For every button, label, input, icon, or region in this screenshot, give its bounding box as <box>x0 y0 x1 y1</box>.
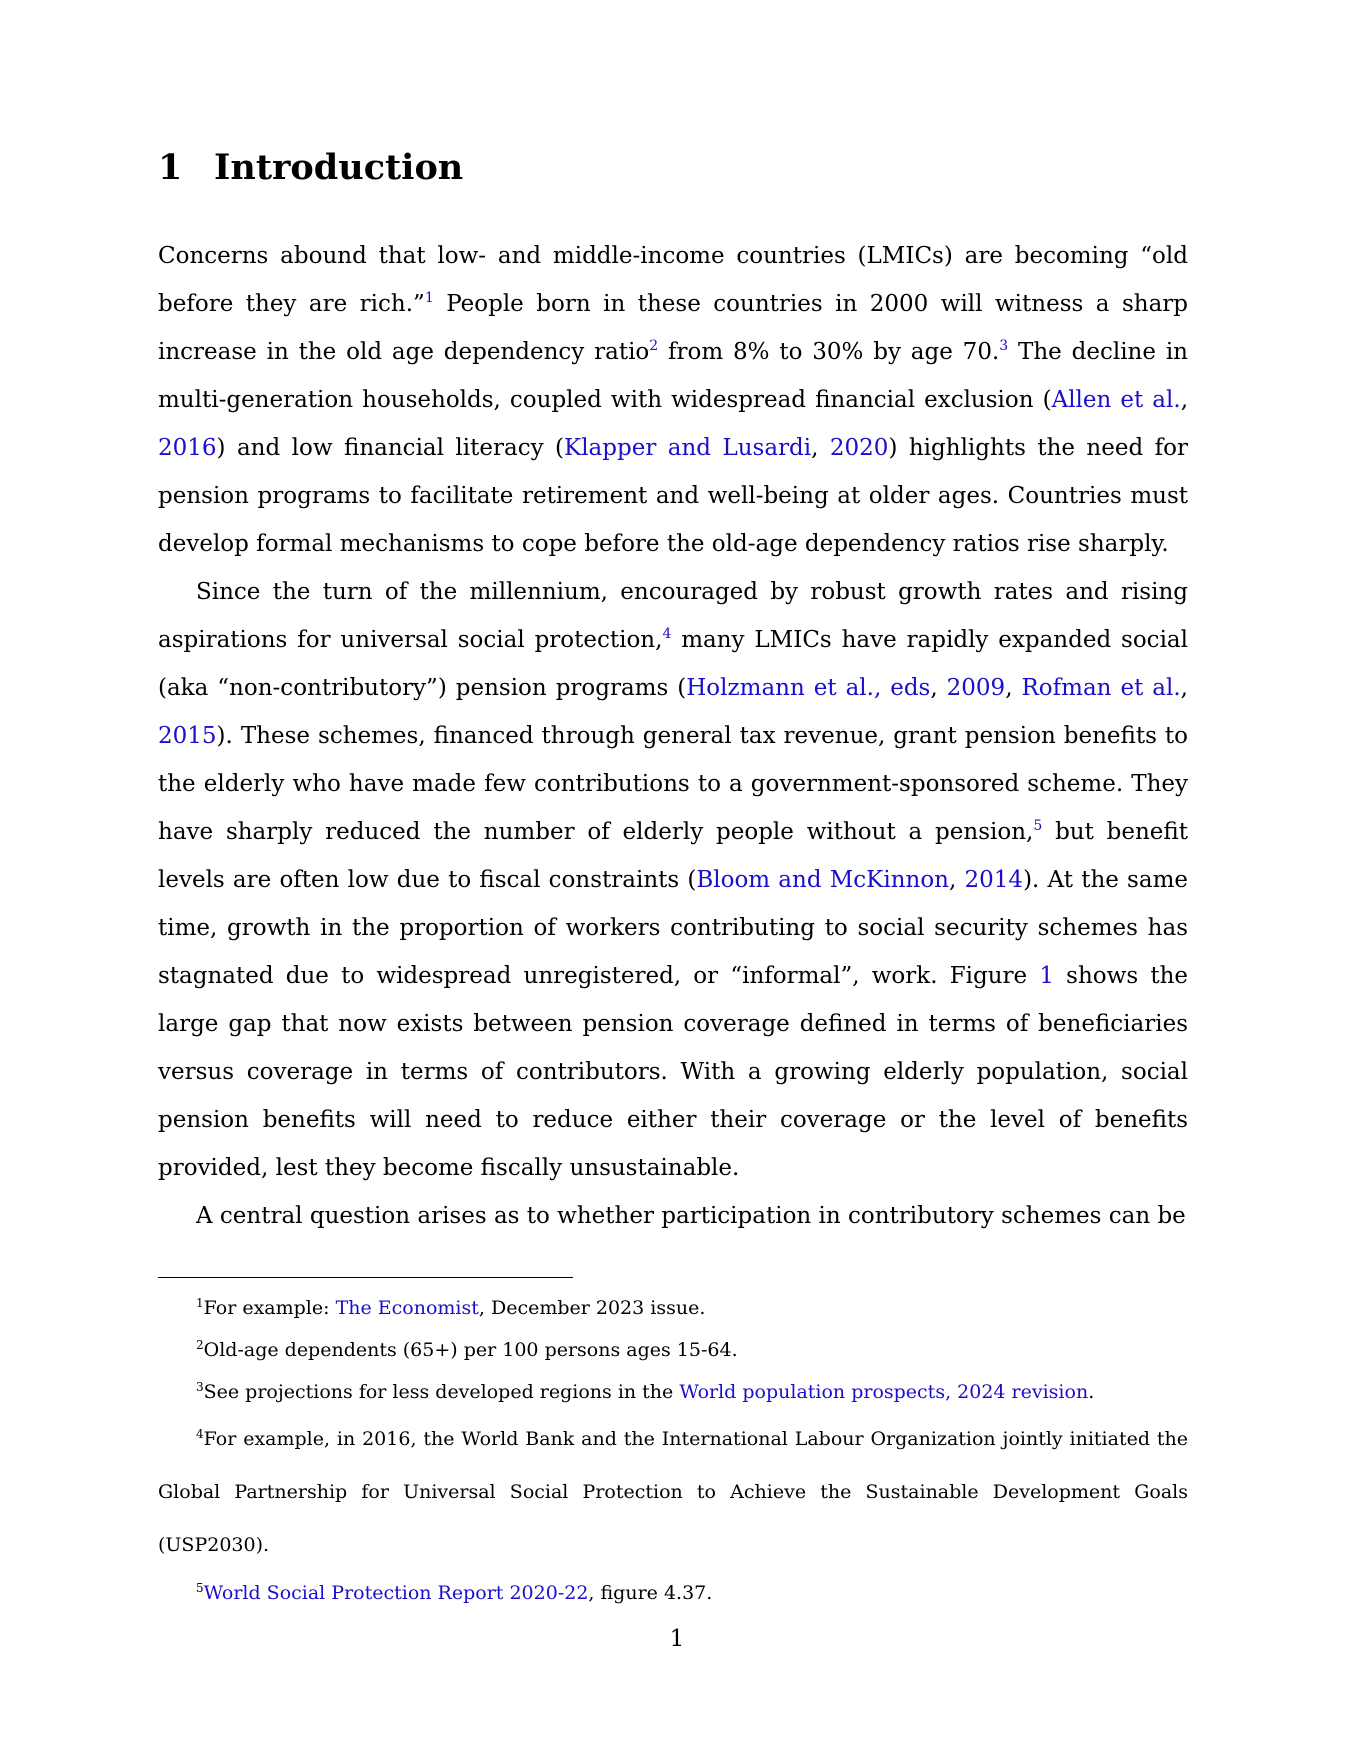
citation-bloom-year[interactable]: 2014 <box>964 867 1024 893</box>
text-run: , <box>1005 675 1022 701</box>
section-number: 1 <box>158 147 183 188</box>
text-run: but benefit levels are often low due to fiscal constraints ( <box>158 819 1188 893</box>
text-run: ). At the same time, growth in the proportion of workers contributing to social security schemes has stagnated due to widespread unregistered, or “informal”, work. Figure <box>158 867 1188 989</box>
footnote-3 <box>158 1371 1188 1413</box>
footnote-mark: 2 <box>196 1338 204 1352</box>
footnote-1 <box>158 1287 1188 1329</box>
link-world-population-prospects[interactable]: World population prospects, 2024 revision <box>679 1381 1089 1403</box>
citation-rofman-author[interactable]: Rofman et al. <box>1021 675 1181 701</box>
footnote-text: . <box>1088 1381 1095 1403</box>
footnote-mark: 5 <box>196 1581 204 1595</box>
citation-klapper-year[interactable]: 2020 <box>829 435 889 461</box>
text-run: many LMICs have rapidly expanded social (aka “non-contributory”) pension programs ( <box>158 627 1188 701</box>
text-run: , <box>949 867 965 893</box>
citation-rofman-year[interactable]: 2015 <box>158 723 217 749</box>
text-run: ). These schemes, financed through general tax revenue, grant pension benefits to the elderly who have made few contributions to a government-sponsored scheme. They have sharply reduced the number of elderly people without a pension, <box>158 723 1188 845</box>
text-run: shows the large gap that now exists between pension coverage defined in terms of beneficiaries versus coverage in terms of contributors. With a growing elderly population, social pension benefits will need to reduce either their coverage or the level of benefits provided, lest they become fiscally unsustainable. <box>158 963 1188 1181</box>
footnote-4 <box>158 1413 1188 1572</box>
paragraph-3 <box>158 1192 1188 1240</box>
section-heading <box>158 147 464 188</box>
footnote-text: , December 2023 issue. <box>478 1297 706 1319</box>
page-number: 1 <box>669 1626 685 1652</box>
text-run: Since the turn of the millennium, encouraged by robust growth rates and rising aspirations for universal social protection, <box>158 579 1188 653</box>
footnote-mark: 4 <box>196 1427 204 1441</box>
citation-holzmann-year[interactable]: 2009 <box>946 675 1006 701</box>
footnote-divider <box>158 1277 573 1278</box>
text-run: from 8% to 30% by age 70. <box>658 339 1000 365</box>
footnote-5 <box>158 1572 1188 1614</box>
text-run: People born in these countries in 2000 will witness a sharp increase in the old age dependency ratio <box>158 291 1189 365</box>
citation-klapper-author[interactable]: Klapper and Lusardi <box>564 435 812 461</box>
figure-ref-1[interactable]: 1 <box>1039 963 1054 989</box>
text-run: , <box>1180 675 1188 701</box>
footnote-ref-5[interactable]: 5 <box>1033 818 1043 834</box>
text-run: , <box>1180 387 1188 413</box>
citation-allen-year[interactable]: 2016 <box>158 435 217 461</box>
footnotes <box>158 1287 1188 1614</box>
footnote-text: For example, in 2016, the World Bank and the International Labour Organization jointly initiated the Global Partnership for Universal Social Protection to Achieve the Sustainable Development Goals (USP2030). <box>158 1428 1188 1556</box>
body-text <box>158 232 1188 1240</box>
footnote-ref-1[interactable]: 1 <box>424 290 434 306</box>
paragraph-1 <box>158 232 1188 568</box>
footnote-ref-3[interactable]: 3 <box>999 338 1009 354</box>
link-the-economist[interactable]: The Economist <box>335 1297 479 1319</box>
text-run: The decline in multi-generation households, coupled with widespread financial exclusion ( <box>158 339 1188 413</box>
footnote-mark: 1 <box>196 1296 204 1310</box>
text-run: Concerns abound that low- and middle-income countries (LMICs) are becoming “old before they are rich.” <box>158 243 1188 317</box>
text-run: A central question arises as to whether participation in contributory schemes can be <box>196 1203 1186 1229</box>
footnote-text: Old-age dependents (65+) per 100 persons ages 15-64. <box>203 1339 738 1361</box>
text-run: , <box>811 435 830 461</box>
citation-allen-author[interactable]: Allen et al. <box>1051 387 1181 413</box>
footnote-text: For example: <box>203 1297 336 1319</box>
text-run: , <box>930 675 947 701</box>
footnote-mark: 3 <box>196 1380 204 1394</box>
citation-bloom-author[interactable]: Bloom and McKinnon <box>696 867 950 893</box>
footnote-ref-2[interactable]: 2 <box>649 338 659 354</box>
text-run: ) and low financial literacy ( <box>216 435 565 461</box>
citation-holzmann-author[interactable]: Holzmann et al., eds <box>686 675 931 701</box>
text-run: ) highlights the need for pension programs to facilitate retirement and well-being at older ages. Countries must develop formal mechanisms to cope before the old-age dependency ratios rise sharply. <box>158 435 1188 557</box>
paragraph-2 <box>158 568 1188 1192</box>
footnote-text: , figure 4.37. <box>588 1582 713 1604</box>
footnote-2 <box>158 1329 1188 1371</box>
link-world-social-protection-report[interactable]: World Social Protection Report 2020-22 <box>203 1582 589 1604</box>
footnote-text: See projections for less developed regions in the <box>203 1381 680 1403</box>
section-title: Introduction <box>214 147 464 188</box>
footnote-ref-4[interactable]: 4 <box>662 626 672 642</box>
